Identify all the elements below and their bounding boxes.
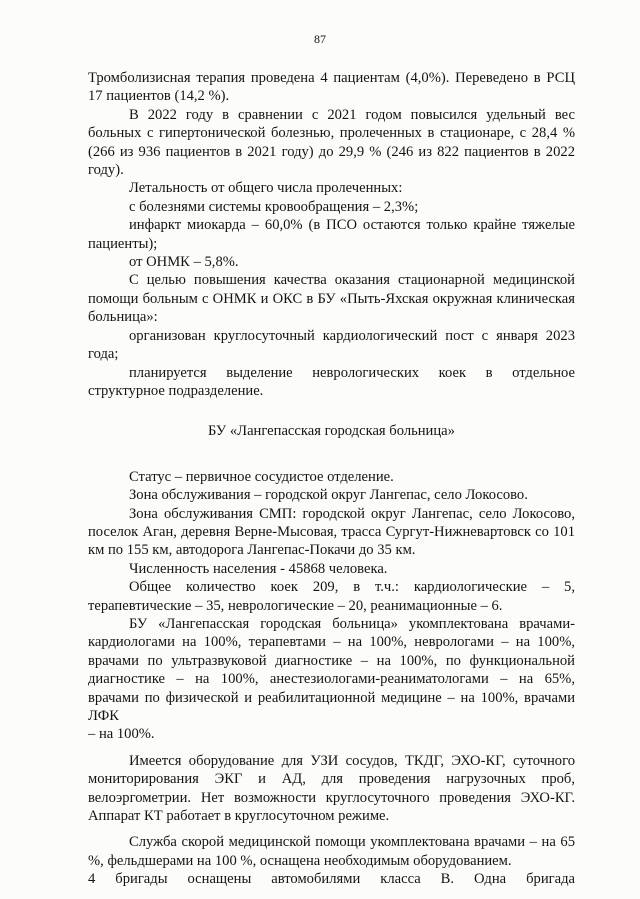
paragraph: Зона обслуживания – городской округ Лангепас, село Локосово.	[129, 487, 528, 504]
paragraph: с болезнями системы кровообращения – 2,3%;	[129, 198, 419, 215]
paragraph: планируется выделение неврологических коек в отдельное структурное подразделение.	[88, 364, 575, 399]
paragraph: Зона обслуживания СМП: городской округ Лангепас, село Локосово, поселок Аган, деревня Верне-Мысовая, трасса Сургут-Нижневартовск со 101 км по 155 км, автодорога Лангепас-Покачи до 35 км.	[88, 505, 575, 559]
paragraph: от ОНМК – 5,8%.	[129, 254, 239, 271]
paragraph: БУ «Лангепасская городская больница» укомплектована врачами-кардиологами на 100%, терапевтами – на 100%, неврологами – на 100%, врачами по ультразвуковой диагностике – на 100%, по функциональной диагностике – на 100%, анестезиологами-реаниматологами – на 65%, врачами по физической и реабилитационной медицине – на 100%, врачами ЛФК	[88, 615, 575, 724]
paragraph: В 2022 году в сравнении с 2021 годом повысился удельный вес больных с гипертонической болезнью, пролеченных в стационаре, с 28,4 % (266 из 936 пациентов в 2021 году) до 29,9 % (246 из 822 пациентов в 2022 году).	[88, 106, 575, 179]
paragraph-block-b	[88, 468, 575, 889]
page-number: 87	[314, 32, 326, 46]
paragraph: инфаркт миокарда – 60,0% (в ПСО остаются только крайне тяжелые пациенты);	[88, 217, 575, 252]
paragraph: – на 100%.	[88, 726, 155, 743]
paragraph: С целью повышения качества оказания стационарной медицинской помощи больным с ОНМК и ОКС в БУ «Пыть-Яхская окружная клиническая больница»:	[88, 272, 575, 326]
paragraph: Служба скорой медицинской помощи укомплектована врачами – на 65 %, фельдшерами на 100 %, оснащена необходимым оборудованием.	[88, 834, 575, 869]
paragraph: организован круглосуточный кардиологический пост с января 2023 года;	[88, 327, 575, 363]
section-heading: БУ «Лангепасская городская больница»	[208, 423, 455, 440]
paragraph-block-a	[88, 69, 575, 400]
paragraph: 4 бригады оснащены автомобилями класса В. Одна бригада	[88, 871, 575, 888]
paragraph: Имеется оборудование для УЗИ сосудов, ТКДГ, ЭХО-КГ, суточного мониторирования ЭКГ и АД, для проведения нагрузочных проб, велоэргометрии. Нет возможности круглосуточного проведения ЭХО-КГ. Аппарат КТ работает в круглосуточном режиме.	[88, 752, 575, 825]
paragraph: Общее количество коек 209, в т.ч.: кардиологические – 5, терапевтические – 35, неврологические – 20, реанимационные – 6.	[88, 579, 575, 614]
paragraph: Летальность от общего числа пролеченных:	[129, 180, 403, 197]
paragraph: Тромболизисная терапия проведена 4 пациентам (4,0%). Переведено в РСЦ 17 пациентов (14,2 %).	[88, 70, 575, 105]
document-body	[88, 69, 575, 889]
paragraph: Численность населения - 45868 человека.	[129, 560, 388, 577]
paragraph: Статус – первичное сосудистое отделение.	[129, 468, 394, 485]
